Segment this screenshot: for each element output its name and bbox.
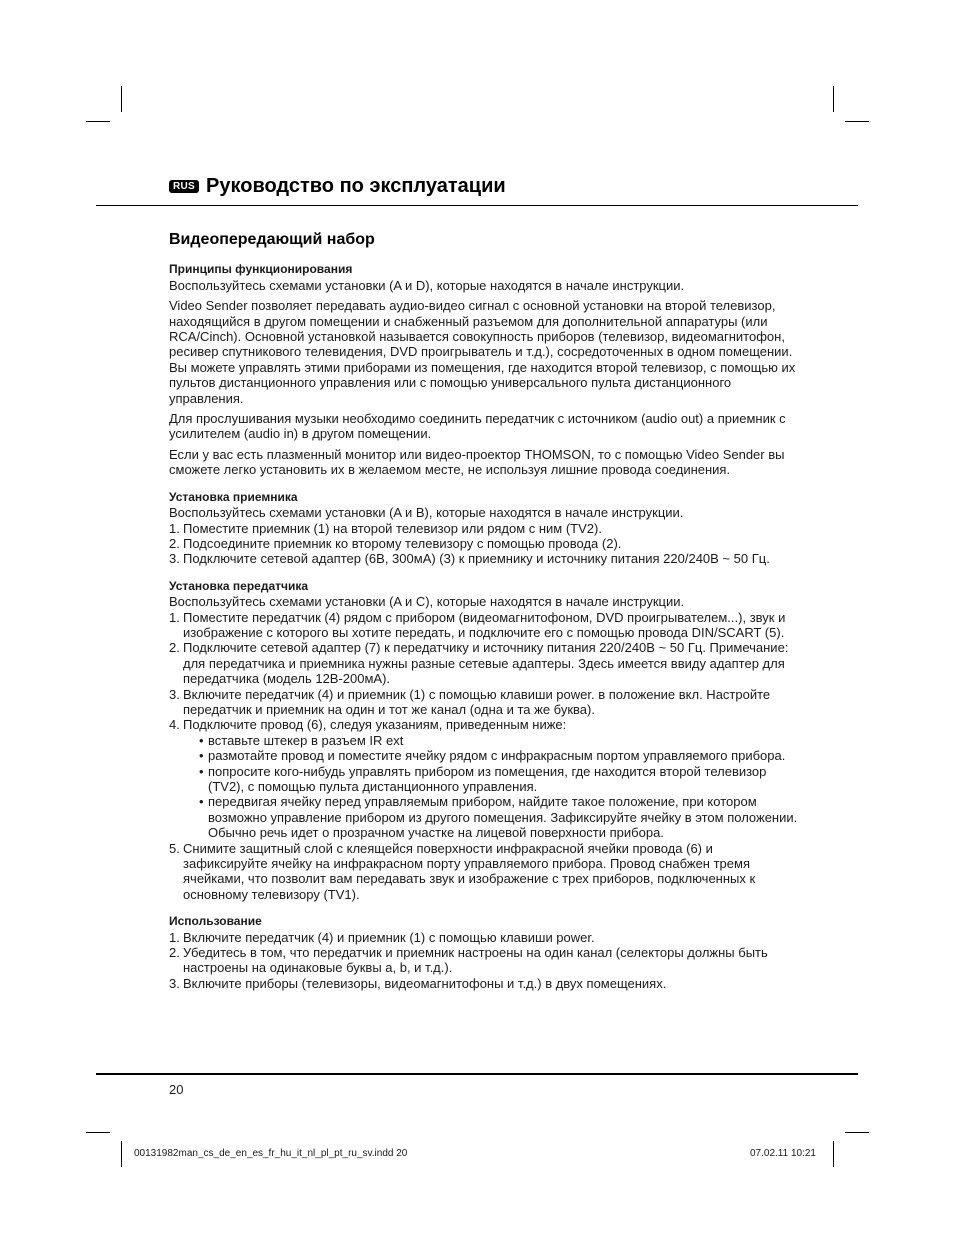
manual-title: Руководство по эксплуатации xyxy=(206,175,506,197)
crop-mark xyxy=(121,86,122,112)
receiver-intro: Воспользуйтесь схемами установки (A и B), которые находятся в начале инструкции. xyxy=(169,505,684,521)
bullet-text: вставьте штекер в разъем IR ext xyxy=(208,732,404,748)
crop-mark xyxy=(833,1141,834,1167)
step-text: Убедитесь в том, что передатчик и приемник настроены на один канал (селекторы должны быть настроены на одинаковые буквы a, b, и т.д.). xyxy=(183,945,768,976)
list-item xyxy=(169,976,799,991)
bullet-item xyxy=(199,764,799,795)
step-text: Подключите сетевой адаптер (7) к передатчику и источнику питания 220/240В ~ 50 Гц. Примечание: для передатчика и приемника нужны разные сетевые адаптеры. Здесь имеется ввиду адаптер для передатчика (модель 12В-200мА). xyxy=(183,640,789,687)
connection-bullets xyxy=(183,733,799,841)
list-item xyxy=(169,536,799,551)
step-number: 5. xyxy=(169,840,180,856)
bullet-text: размотайте провод и поместите ячейку рядом с инфракрасным портом управляемого прибора. xyxy=(208,748,786,764)
step-text: Снимите защитный слой с клеящейся поверхности инфракрасной ячейки провода (6) и зафиксируйте ячейку на инфракрасном порту управляемого прибора. Провод снабжен тремя ячейками, что позволит вам передавать звук и изображение с трех приборов, подключенных к основному телевизору (TV1). xyxy=(183,840,756,902)
step-number: 1. xyxy=(169,929,180,945)
transmitter-steps xyxy=(169,610,799,903)
receiver-steps xyxy=(169,521,799,567)
paragraph: Если у вас есть плазменный монитор или видео-проектор THOMSON, то с помощью Video Sender вы сможете легко установить их в желаемом месте, не используя лишние провода соединения. xyxy=(169,446,785,478)
list-item xyxy=(169,610,799,641)
bullet-dot-icon: • xyxy=(199,732,204,748)
paragraph: Воспользуйтесь схемами установки (A и D), которые находятся в начале инструкции. xyxy=(169,277,685,293)
page-header xyxy=(169,175,506,198)
usage-section xyxy=(169,914,799,991)
paragraph: Video Sender позволяет передавать аудио-видео сигнал с основной установки на второй телевизор, находящийся в другом помещении и снабженный разъемом для дополнительной аппаратуры (или RCA/Cinch). Основной установкой называется совокупность приборов (телевизор, видеомагнитофон, ресивер спутникового телевидения, DVD проигрыватель и т.д.), сосредоточенных в одном помещении. Вы можете управлять этими приборами из помещения, где находится второй телевизор, с помощью их пультов дистанционного управления или с помощью универсального пульта дистанционного управления. xyxy=(169,298,796,406)
footer-filename: 00131982man_cs_de_en_es_fr_hu_it_nl_pl_pt_ru_sv.indd 20 xyxy=(134,1148,408,1159)
usage-steps xyxy=(169,930,799,992)
paragraph: Для прослушивания музыки необходимо соединить передатчик с источником (audio out) а приемник с усилителем (audio in) в другом помещении. xyxy=(169,411,786,442)
list-item xyxy=(169,521,799,536)
footer-date: 07.02.11 10:21 xyxy=(750,1148,816,1159)
step-text: Поместите передатчик (4) рядом с прибором (видеомагнитофоном, DVD проигрывателем...), звук и изображение с которого вы хотите передать, и подключите его с помощью провода DIN/SCART (5). xyxy=(183,609,786,640)
step-number: 4. xyxy=(169,717,180,733)
step-text: Поместите приемник (1) на второй телевизор или рядом с ним (TV2). xyxy=(183,520,602,536)
step-text: Включите приборы (телевизоры, видеомагнитофоны и т.д.) в двух помещениях. xyxy=(183,975,667,991)
list-item xyxy=(169,930,799,945)
language-badge: RUS xyxy=(169,180,199,193)
header-rule xyxy=(96,205,858,206)
step-text: Включите передатчик (4) и приемник (1) с помощью клавиши power. xyxy=(183,929,595,945)
list-item xyxy=(169,717,799,840)
section-title: Видеопередающий набор xyxy=(169,231,375,248)
crop-mark xyxy=(833,86,834,112)
list-item xyxy=(169,640,799,686)
principles-section xyxy=(169,262,799,477)
principles-heading: Принципы функционирования xyxy=(169,262,353,277)
step-text: Подключите сетевой адаптер (6В, 300мА) (3) к приемнику и источнику питания 220/240В ~ 50 Гц. xyxy=(183,551,770,567)
step-number: 3. xyxy=(169,551,180,567)
bullet-text: попросите кого-нибудь управлять прибором из помещения, где находится второй телевизор (TV2), с помощью пульта дистанционного управления. xyxy=(208,763,767,794)
transmitter-intro: Воспользуйтесь схемами установки (A и C), которые находятся в начале инструкции. xyxy=(169,594,685,610)
list-item xyxy=(169,551,799,566)
step-number: 3. xyxy=(169,686,180,702)
step-number: 1. xyxy=(169,609,180,625)
list-item xyxy=(169,841,799,903)
step-number: 1. xyxy=(169,520,180,536)
bullet-dot-icon: • xyxy=(199,763,204,779)
crop-mark xyxy=(86,1132,110,1133)
step-text: Подключите провод (6), следуя указаниям, приведенным ниже: xyxy=(183,717,567,733)
receiver-heading: Установка приемника xyxy=(169,489,298,504)
list-item xyxy=(169,687,799,718)
footer-rule xyxy=(96,1073,858,1075)
transmitter-heading: Установка передатчика xyxy=(169,578,309,593)
step-text: Включите передатчик (4) и приемник (1) с помощью клавиши power. в положение вкл. Настройте передатчик и приемник на один и тот же канал (одна и та же буква). xyxy=(183,686,771,717)
step-text: Подсоедините приемник ко второму телевизору с помощью провода (2). xyxy=(183,535,622,551)
bullet-dot-icon: • xyxy=(199,794,204,810)
receiver-section xyxy=(169,490,799,567)
crop-mark xyxy=(121,1141,122,1167)
transmitter-section xyxy=(169,579,799,903)
step-number: 3. xyxy=(169,975,180,991)
page-number: 20 xyxy=(169,1082,184,1097)
step-number: 2. xyxy=(169,945,180,961)
bullet-text: передвигая ячейку перед управляемым прибором, найдите такое положение, при котором возможно управление прибором из другого помещения. Зафиксируйте ячейку в этом положении. Обычно речь идет о прозрачном участке на лицевой поверхности прибора. xyxy=(208,794,798,841)
usage-heading: Использование xyxy=(169,914,262,929)
bullet-item xyxy=(199,733,799,748)
step-number: 2. xyxy=(169,535,180,551)
bullet-dot-icon: • xyxy=(199,748,204,764)
step-number: 2. xyxy=(169,640,180,656)
crop-mark xyxy=(845,1132,869,1133)
crop-mark xyxy=(86,121,110,122)
list-item xyxy=(169,945,799,976)
bullet-item xyxy=(199,748,799,763)
bullet-item xyxy=(199,794,799,840)
crop-mark xyxy=(845,121,869,122)
main-content xyxy=(169,232,799,991)
